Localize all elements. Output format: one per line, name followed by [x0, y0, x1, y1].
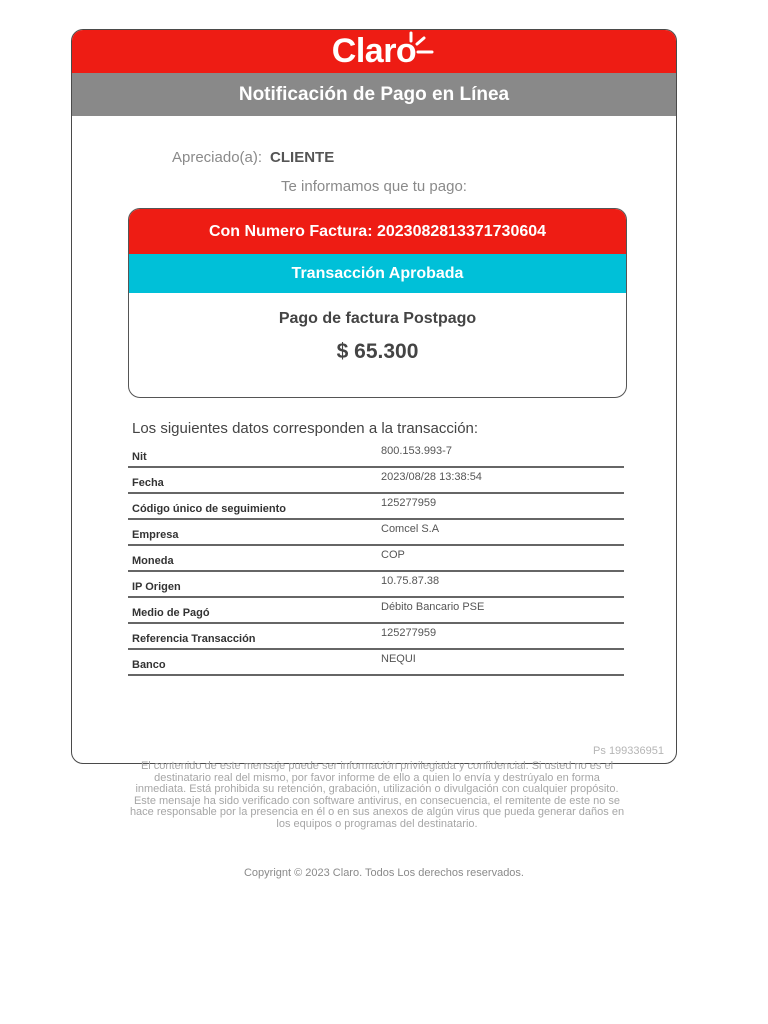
- invoice-number: Con Numero Factura: 20230828133717306​04: [129, 209, 626, 254]
- brand-header: [72, 30, 676, 73]
- ps-code: Ps 199336951: [593, 745, 664, 757]
- claro-logo: [332, 30, 416, 73]
- greeting-label: Apreciado(a):: [172, 149, 263, 166]
- row-label: Moneda: [132, 555, 174, 567]
- transaction-status: Transacción Aprobada: [129, 254, 626, 293]
- payment-notification-card: [71, 29, 677, 764]
- intro-text: Te informamos que tu pago:: [281, 178, 467, 195]
- payment-summary-card: [128, 208, 627, 398]
- row-label: Banco: [132, 659, 166, 671]
- logo-rays-icon: [408, 30, 434, 60]
- copyright-notice: Copyrignt © 2023 Claro. Todos Los derechos reservados.: [243, 867, 524, 879]
- row-label: Medio de Pagó: [132, 607, 210, 619]
- table-row: [128, 520, 624, 546]
- table-row: [128, 546, 624, 572]
- row-label: Empresa: [132, 529, 179, 541]
- payment-description: Pago de factura Postpago: [278, 310, 477, 327]
- payment-amount: $ 65.300: [336, 340, 419, 363]
- row-value: Débito Bancario PSE: [381, 601, 485, 613]
- details-heading: Los siguientes datos corresponden a la transacción:: [132, 420, 479, 437]
- table-row: [128, 598, 624, 624]
- row-value: 2023/08/28 13:38:54: [381, 471, 482, 483]
- table-row: [128, 494, 624, 520]
- customer-name: CLIENTE: [270, 149, 335, 166]
- row-value: 125277959: [381, 627, 437, 639]
- row-value: 10.75.87.38: [381, 575, 440, 587]
- table-row: [128, 468, 624, 494]
- row-label: IP Origen: [132, 581, 181, 593]
- table-row: [128, 650, 624, 676]
- row-label: Nit: [132, 451, 147, 463]
- row-value: Comcel S.A: [381, 523, 440, 535]
- greeting: [172, 149, 334, 166]
- page-title: Notificación de Pago en Línea: [72, 73, 676, 116]
- row-value: 125277959: [381, 497, 437, 509]
- table-row: [128, 624, 624, 650]
- legal-disclaimer: El contenido de este mensaje puede ser información privilegiada y confidencial. Si usted no es el destinatario real del mismo, por favor informe de ello a quien lo envía y destrúyalo en forma inmediata. Está prohibida su retención, grabación, utilización o divulgación con cualquier propósito. Este mensaje ha sido verificado con software antivirus, en consecuencia, el remitente de este no se hace responsable por la presencia en él o en sus anexos de algún virus que pueda generar daños en los equipos o programas del destinatario.: [129, 760, 625, 830]
- row-value: 800.153.993-7: [381, 445, 452, 457]
- row-label: Referencia Transacción: [132, 633, 256, 645]
- row-value: COP: [381, 549, 405, 561]
- table-row: [128, 442, 624, 468]
- table-row: [128, 572, 624, 598]
- row-label: Código único de seguimiento: [132, 503, 286, 515]
- row-value: NEQUI: [381, 653, 416, 665]
- transaction-details-table: [128, 442, 624, 676]
- logo-text: Claro: [331, 32, 417, 70]
- row-label: Fecha: [132, 477, 164, 489]
